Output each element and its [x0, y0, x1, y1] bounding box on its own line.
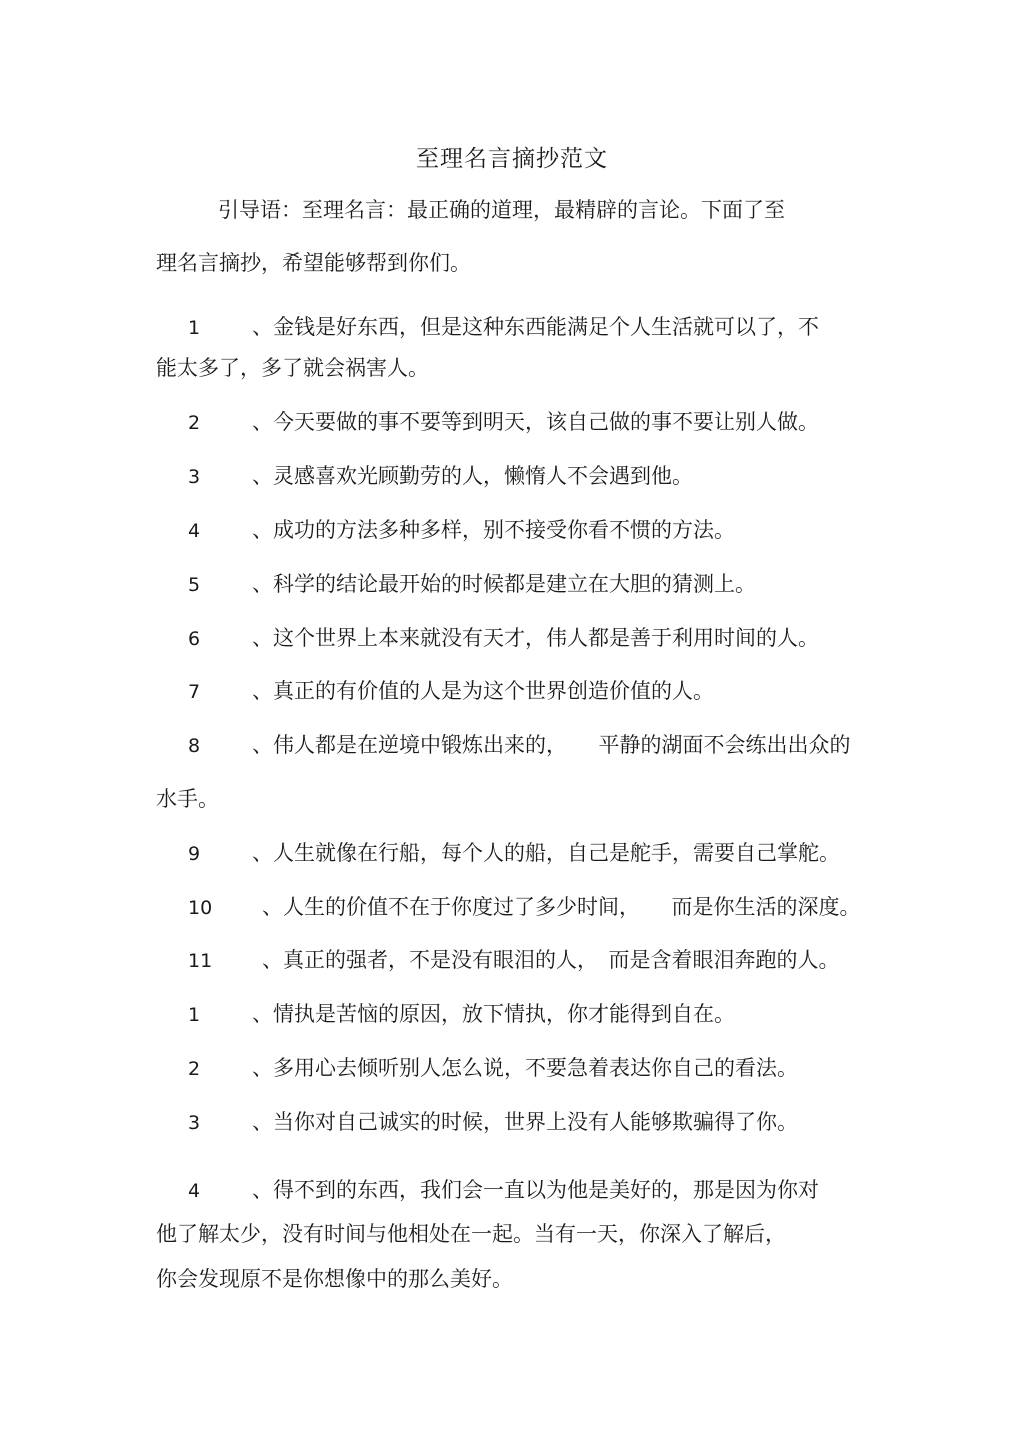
list-item [156, 569, 756, 600]
item-text: 、灵感喜欢光顾勤劳的人，懒惰人不会遇到他。 [252, 464, 693, 488]
list-item [156, 838, 840, 869]
item-text-continued: 能太多了，多了就会祸害人。 [156, 356, 429, 380]
item-text: 、得不到的东西，我们会一直以为他是美好的，那是因为你对 [252, 1178, 819, 1202]
list-item [156, 892, 861, 923]
item-number: 7 [188, 681, 201, 703]
item-number: 2 [188, 1058, 201, 1080]
item-number: 8 [188, 735, 201, 757]
item-number: 3 [188, 1112, 201, 1134]
intro-line-1: 引导语：至理名言：最正确的道理，最精辟的言论。下面了至 [218, 198, 785, 222]
item-text: 、金钱是好东西，但是这种东西能满足个人生活就可以了，不 [252, 315, 819, 339]
list-item [156, 676, 714, 707]
item-number: 1 [188, 317, 201, 339]
item-number: 9 [188, 843, 201, 865]
page-title: 至理名言摘抄范文 [416, 146, 608, 172]
item-number: 4 [188, 1180, 201, 1202]
item-text: 、人生的价值不在于你度过了多少时间， 而是你生活的深度。 [262, 895, 861, 919]
item-text: 、伟人都是在逆境中锻炼出来的， 平静的湖面不会练出出众的 [252, 733, 851, 757]
list-item [156, 945, 840, 976]
list-item [156, 623, 819, 654]
item-text: 、这个世界上本来就没有天才，伟人都是善于利用时间的人。 [252, 626, 819, 650]
item-number: 3 [188, 466, 201, 488]
item-text-continued: 他了解太少，没有时间与他相处在一起。当有一天，你深入了解后， [156, 1222, 786, 1246]
list-item [156, 999, 735, 1030]
item-number: 10 [188, 897, 213, 919]
item-number: 6 [188, 628, 201, 650]
item-text: 、当你对自己诚实的时候，世界上没有人能够欺骗得了你。 [252, 1110, 798, 1134]
item-number: 11 [188, 950, 213, 972]
item-number: 4 [188, 520, 201, 542]
item-text: 、多用心去倾听别人怎么说，不要急着表达你自己的看法。 [252, 1056, 798, 1080]
intro-line-2: 理名言摘抄，希望能够帮到你们。 [156, 251, 471, 275]
list-item [156, 730, 851, 761]
list-item [156, 312, 819, 343]
item-text: 、成功的方法多种多样，别不接受你看不惯的方法。 [252, 518, 735, 542]
item-text: 、真正的强者，不是没有眼泪的人， 而是含着眼泪奔跑的人。 [262, 948, 840, 972]
item-text-continued: 水手。 [156, 787, 219, 811]
item-text: 、真正的有价值的人是为这个世界创造价值的人。 [252, 679, 714, 703]
list-item [156, 1175, 819, 1206]
item-text-continued: 你会发现原不是你想像中的那么美好。 [156, 1267, 513, 1291]
list-item [156, 1053, 798, 1084]
list-item [156, 1107, 798, 1138]
item-text: 、今天要做的事不要等到明天，该自己做的事不要让别人做。 [252, 410, 819, 434]
item-number: 2 [188, 412, 201, 434]
item-text: 、人生就像在行船，每个人的船，自己是舵手，需要自己掌舵。 [252, 841, 840, 865]
item-text: 、科学的结论最开始的时候都是建立在大胆的猜测上。 [252, 572, 756, 596]
list-item [156, 515, 735, 546]
list-item [156, 407, 819, 438]
item-number: 1 [188, 1004, 201, 1026]
list-item [156, 461, 693, 492]
item-text: 、情执是苦恼的原因，放下情执，你才能得到自在。 [252, 1002, 735, 1026]
item-number: 5 [188, 574, 201, 596]
